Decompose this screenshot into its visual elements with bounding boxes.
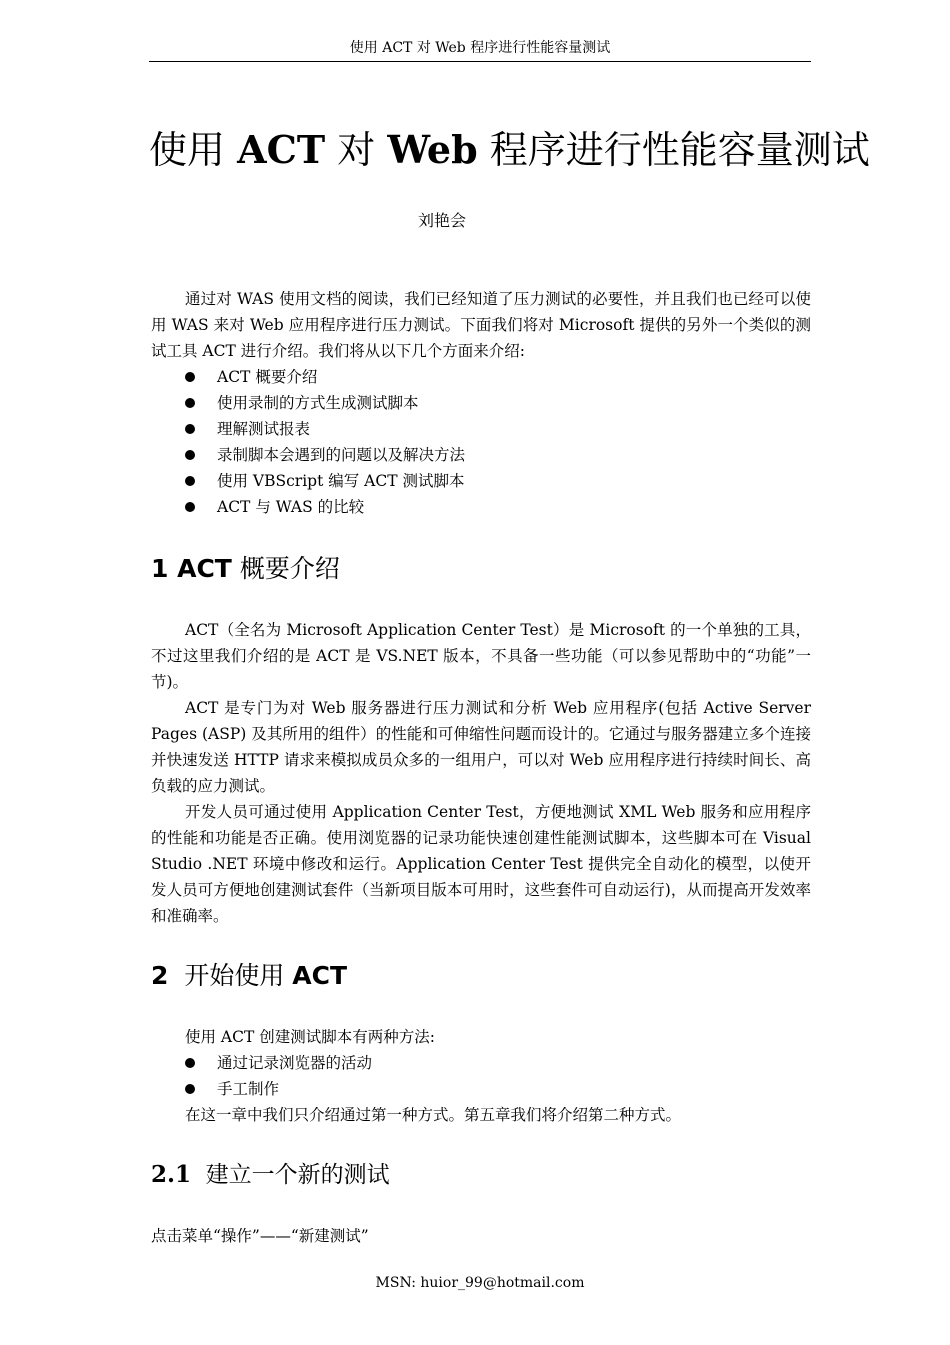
bullet-dot xyxy=(185,502,195,512)
bullet-dot xyxy=(185,1084,195,1094)
list-item xyxy=(151,1050,811,1076)
list-item xyxy=(151,390,811,416)
list-item-label: 理解测试报表 xyxy=(217,420,311,438)
section-1-number: 1 ACT xyxy=(151,554,232,583)
title-part-5: 程序进行性能容量测试 xyxy=(489,128,870,172)
bullet-dot xyxy=(185,450,195,460)
section-2-number: 2 xyxy=(151,961,169,990)
author-name: 刘艳会 xyxy=(417,211,466,230)
subsection-2-1-number: 2.1 xyxy=(151,1161,192,1188)
section-2-bullet-list xyxy=(151,1050,811,1102)
section-1-paragraph: ACT 是专门为对 Web 服务器进行压力测试和分析 Web 应用程序(包括 Active Server Pages (ASP) 及其所用的组件）的性能和可伸缩性问题而设计的。它通过与服务器建立多个连接并快速发送 HTTP 请求来模拟成员众多的一组用户，可以对 Web 应用程序进行持续时间长、高负载的应力测试。 xyxy=(151,699,811,795)
document-title xyxy=(149,124,870,176)
list-item-label: 录制脚本会遇到的问题以及解决方法 xyxy=(217,446,466,464)
title-part-web: Web xyxy=(387,127,478,172)
section-1-paragraph: ACT（全名为 Microsoft Application Center Test）是 Microsoft 的一个单独的工具，不过这里我们介绍的是 ACT 是 VS.NET 版本，不具备一些功能（可以参见帮助中的“功能”一节)。 xyxy=(151,621,811,691)
list-item-label: ACT 与 WAS 的比较 xyxy=(217,498,365,516)
intro-bullet-list xyxy=(151,364,811,520)
bullet-dot xyxy=(185,424,195,434)
list-item-label: ACT 概要介绍 xyxy=(217,368,318,386)
list-item xyxy=(151,364,811,390)
section-2-title-a: 开始使用 xyxy=(184,961,285,990)
section-2-heading xyxy=(151,959,347,993)
bullet-dot xyxy=(185,398,195,408)
title-part-1: 使用 xyxy=(149,128,226,172)
section-1-body xyxy=(151,617,811,929)
list-item xyxy=(151,494,811,520)
list-item-label: 使用 VBScript 编写 ACT 测试脚本 xyxy=(217,472,465,490)
section-2-closing: 在这一章中我们只介绍通过第一种方式。第五章我们将介绍第二种方式。 xyxy=(185,1106,682,1124)
title-part-3: 对 xyxy=(337,128,376,172)
section-1-title: 概要介绍 xyxy=(239,554,340,583)
header-rule xyxy=(149,61,811,62)
list-item xyxy=(151,468,811,494)
intro-paragraph: 通过对 WAS 使用文档的阅读，我们已经知道了压力测试的必要性，并且我们也已经可以使用 WAS 来对 Web 应用程序进行压力测试。下面我们将对 Microsoft 提供的另外一个类似的测试工具 ACT 进行介绍。我们将从以下几个方面来介绍: xyxy=(151,290,811,360)
list-item-label: 通过记录浏览器的活动 xyxy=(217,1054,373,1072)
subsection-2-1-title: 建立一个新的测试 xyxy=(205,1162,390,1188)
list-item-label: 手工制作 xyxy=(217,1080,280,1098)
list-item xyxy=(151,1076,811,1102)
section-1-heading xyxy=(151,552,340,586)
subsection-2-1-heading xyxy=(151,1159,390,1191)
section-1-paragraph: 开发人员可通过使用 Application Center Test，方便地测试 XML Web 服务和应用程序的性能和功能是否正确。使用浏览器的记录功能快速创建性能测试脚本，这些脚本可在 Visual Studio .NET 环境中修改和运行。Application Center Test 提供完全自动化的模型，以使开发人员可方便地创建测试套件（当新项目版本可用时，这些套件可自动运行)，从而提高开发效率和准确率。 xyxy=(151,803,811,925)
page-footer: MSN: huior_99@hotmail.com xyxy=(375,1275,585,1291)
section-2-title-b: ACT xyxy=(292,961,348,990)
subsection-2-1-text: 点击菜单“操作”——“新建测试” xyxy=(151,1227,369,1245)
list-item xyxy=(151,416,811,442)
section-2-lead: 使用 ACT 创建测试脚本有两种方法: xyxy=(185,1028,435,1046)
intro-section xyxy=(151,286,811,364)
running-header: 使用 ACT 对 Web 程序进行性能容量测试 xyxy=(349,40,611,56)
list-item xyxy=(151,442,811,468)
list-item-label: 使用录制的方式生成测试脚本 xyxy=(217,394,419,412)
bullet-dot xyxy=(185,476,195,486)
title-part-act: ACT xyxy=(237,127,326,172)
bullet-dot xyxy=(185,1058,195,1068)
bullet-dot xyxy=(185,372,195,382)
